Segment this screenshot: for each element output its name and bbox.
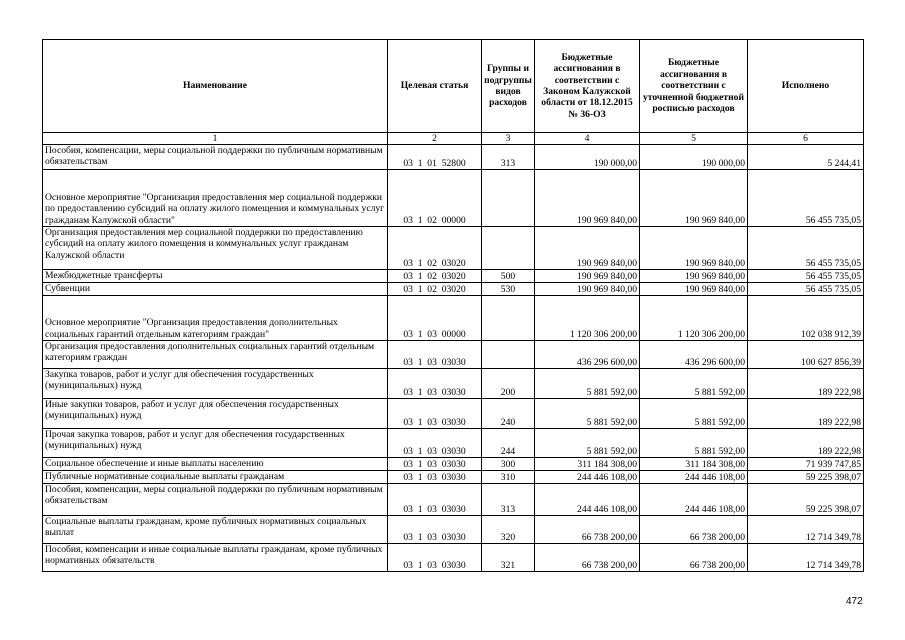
row-executed-amount: 59 225 398,07 [748, 471, 864, 484]
column-number: 6 [748, 133, 864, 145]
row-name: Закупка товаров, работ и услуг для обеспечения государственных (муниципальных) нужд [43, 369, 388, 399]
row-refined-amount: 1 120 306 200,00 [640, 296, 748, 341]
row-law-amount: 5 881 592,00 [535, 399, 640, 429]
row-group: 310 [482, 471, 535, 484]
row-name: Пособия, компенсации и иные социальные выплаты гражданам, кроме публичных нормативных обязательств [43, 544, 388, 572]
table-row [43, 145, 864, 170]
row-code: 03 1 03 03030 [388, 399, 482, 429]
row-name: Основное мероприятие "Организация предоставления мер социальной поддержки по предоставлению субсидий на оплату жилого помещения и коммунальных услуг гражданам Калужской области" [43, 170, 388, 227]
row-group: 321 [482, 544, 535, 572]
header-row [43, 40, 864, 133]
row-executed-amount: 189 222,98 [748, 399, 864, 429]
row-refined-amount: 190 000,00 [640, 145, 748, 170]
row-executed-amount: 12 714 349,78 [748, 516, 864, 544]
row-group: 320 [482, 516, 535, 544]
row-executed-amount: 56 455 735,05 [748, 270, 864, 283]
row-group: 313 [482, 145, 535, 170]
row-name: Организация предоставления мер социальной поддержки по предоставлению субсидий на оплату жилого помещения и коммунальных услуг гражданам Калужской области [43, 227, 388, 270]
row-refined-amount: 311 184 308,00 [640, 458, 748, 471]
header-executed: Исполнено [748, 40, 864, 133]
row-refined-amount: 5 881 592,00 [640, 369, 748, 399]
row-code: 03 1 03 03030 [388, 369, 482, 399]
row-law-amount: 190 969 840,00 [535, 270, 640, 283]
row-law-amount: 190 969 840,00 [535, 227, 640, 270]
row-refined-amount: 244 446 108,00 [640, 471, 748, 484]
row-law-amount: 66 738 200,00 [535, 516, 640, 544]
table-row [43, 544, 864, 572]
row-group [482, 296, 535, 341]
table-row [43, 227, 864, 270]
row-executed-amount: 189 222,98 [748, 429, 864, 458]
header-name: Наименование [43, 40, 388, 133]
row-law-amount: 244 446 108,00 [535, 484, 640, 516]
table-row [43, 296, 864, 341]
row-code: 03 1 03 03030 [388, 484, 482, 516]
row-group [482, 227, 535, 270]
column-number: 1 [43, 133, 388, 145]
row-executed-amount: 59 225 398,07 [748, 484, 864, 516]
row-name: Пособия, компенсации, меры социальной поддержки по публичным нормативным обязательствам [43, 484, 388, 516]
page-number: 472 [846, 596, 863, 607]
row-code: 03 1 02 03020 [388, 270, 482, 283]
header-target: Целевая статья [388, 40, 482, 133]
row-law-amount: 436 296 600,00 [535, 341, 640, 369]
row-refined-amount: 190 969 840,00 [640, 170, 748, 227]
budget-table [42, 39, 864, 572]
row-refined-amount: 190 969 840,00 [640, 227, 748, 270]
row-refined-amount: 244 446 108,00 [640, 484, 748, 516]
table-row [43, 283, 864, 296]
row-name: Межбюджетные трансферты [43, 270, 388, 283]
row-group: 244 [482, 429, 535, 458]
row-executed-amount: 5 244,41 [748, 145, 864, 170]
row-name: Прочая закупка товаров, работ и услуг для обеспечения государственных (муниципальных) нужд [43, 429, 388, 458]
row-refined-amount: 66 738 200,00 [640, 516, 748, 544]
table-row [43, 471, 864, 484]
header-groups: Группы и подгруппы видов расходов [482, 40, 535, 133]
row-code: 03 1 03 03030 [388, 429, 482, 458]
row-group: 240 [482, 399, 535, 429]
row-code: 03 1 03 03030 [388, 544, 482, 572]
row-group [482, 341, 535, 369]
table-row [43, 484, 864, 516]
row-name: Иные закупки товаров, работ и услуг для обеспечения государственных (муниципальных) нужд [43, 399, 388, 429]
row-code: 03 1 03 00000 [388, 296, 482, 341]
row-refined-amount: 5 881 592,00 [640, 399, 748, 429]
table-row [43, 170, 864, 227]
row-name: Социальное обеспечение и иные выплаты населению [43, 458, 388, 471]
table-row [43, 399, 864, 429]
row-group: 300 [482, 458, 535, 471]
row-refined-amount: 436 296 600,00 [640, 341, 748, 369]
row-refined-amount: 66 738 200,00 [640, 544, 748, 572]
row-law-amount: 190 969 840,00 [535, 283, 640, 296]
row-code: 03 1 03 03030 [388, 458, 482, 471]
row-code: 03 1 03 03030 [388, 471, 482, 484]
table-row [43, 458, 864, 471]
row-executed-amount: 71 939 747,85 [748, 458, 864, 471]
row-code: 03 1 03 03030 [388, 516, 482, 544]
row-executed-amount: 189 222,98 [748, 369, 864, 399]
row-refined-amount: 190 969 840,00 [640, 283, 748, 296]
row-executed-amount: 56 455 735,05 [748, 227, 864, 270]
row-name: Субвенции [43, 283, 388, 296]
row-code: 03 1 02 00000 [388, 170, 482, 227]
table-row [43, 341, 864, 369]
row-law-amount: 5 881 592,00 [535, 369, 640, 399]
row-law-amount: 66 738 200,00 [535, 544, 640, 572]
row-law-amount: 190 969 840,00 [535, 170, 640, 227]
row-name: Организация предоставления дополнительных социальных гарантий отдельным категориям граждан [43, 341, 388, 369]
row-name: Пособия, компенсации, меры социальной поддержки по публичным нормативным обязательствам [43, 145, 388, 170]
row-executed-amount: 102 038 912,39 [748, 296, 864, 341]
row-code: 03 1 02 03020 [388, 283, 482, 296]
row-executed-amount: 100 627 856,39 [748, 341, 864, 369]
row-law-amount: 244 446 108,00 [535, 471, 640, 484]
header-refined: Бюджетные ассигнования в соответствии с уточненной бюджетной росписью расходов [640, 40, 748, 133]
row-refined-amount: 190 969 840,00 [640, 270, 748, 283]
row-group: 500 [482, 270, 535, 283]
row-law-amount: 190 000,00 [535, 145, 640, 170]
row-group: 313 [482, 484, 535, 516]
table-row [43, 429, 864, 458]
row-code: 03 1 01 52800 [388, 145, 482, 170]
column-number: 4 [535, 133, 640, 145]
row-law-amount: 1 120 306 200,00 [535, 296, 640, 341]
header-law: Бюджетные ассигнования в соответствии с Законом Калужской области от 18.12.2015 № 36-ОЗ [535, 40, 640, 133]
column-number: 5 [640, 133, 748, 145]
row-group: 200 [482, 369, 535, 399]
row-executed-amount: 56 455 735,05 [748, 283, 864, 296]
row-group: 530 [482, 283, 535, 296]
column-number: 3 [482, 133, 535, 145]
row-code: 03 1 02 03020 [388, 227, 482, 270]
row-law-amount: 311 184 308,00 [535, 458, 640, 471]
column-number: 2 [388, 133, 482, 145]
table-row [43, 369, 864, 399]
row-executed-amount: 12 714 349,78 [748, 544, 864, 572]
row-law-amount: 5 881 592,00 [535, 429, 640, 458]
row-name: Основное мероприятие "Организация предоставления дополнительных социальных гарантий отдельным категориям граждан" [43, 296, 388, 341]
row-name: Социальные выплаты гражданам, кроме публичных нормативных социальных выплат [43, 516, 388, 544]
row-executed-amount: 56 455 735,05 [748, 170, 864, 227]
table-row [43, 270, 864, 283]
row-refined-amount: 5 881 592,00 [640, 429, 748, 458]
row-name: Публичные нормативные социальные выплаты гражданам [43, 471, 388, 484]
column-number-row [43, 133, 864, 145]
row-group [482, 170, 535, 227]
table-row [43, 516, 864, 544]
row-code: 03 1 03 03030 [388, 341, 482, 369]
